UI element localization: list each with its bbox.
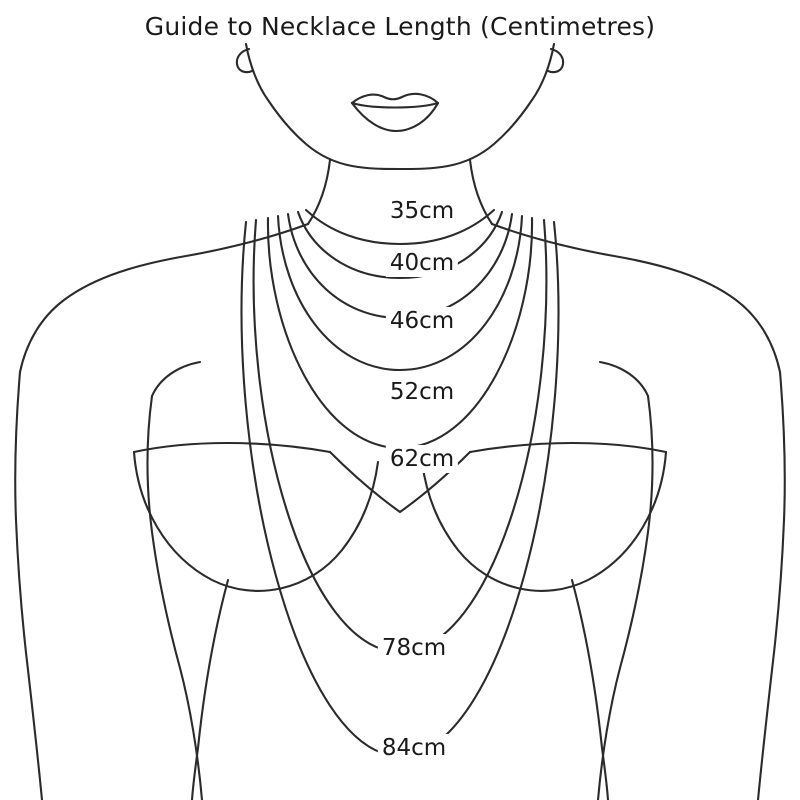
- arm-right-inner: [598, 396, 653, 800]
- necklace-84cm: [242, 222, 559, 756]
- arm-left-outer: [15, 372, 42, 800]
- collar-line-right: [470, 443, 666, 452]
- arm-right-outer: [758, 372, 785, 800]
- collar-line-left: [134, 443, 330, 452]
- torso-right: [572, 580, 608, 800]
- lips-upper: [352, 94, 438, 103]
- length-label: 62cm: [386, 445, 458, 473]
- necklace-52cm: [278, 216, 522, 370]
- shoulder-right: [492, 224, 780, 372]
- arm-left-inner: [148, 396, 203, 800]
- armpit-left: [152, 362, 200, 396]
- shoulder-left: [20, 224, 308, 372]
- length-label: 78cm: [378, 634, 450, 662]
- bust-left: [134, 452, 378, 591]
- length-label: 35cm: [386, 197, 458, 225]
- page-title: Guide to Necklace Length (Centimetres): [144, 12, 656, 41]
- length-label: 40cm: [386, 249, 458, 277]
- length-label: 46cm: [386, 307, 458, 335]
- length-label: 52cm: [386, 378, 458, 406]
- armpit-right: [600, 362, 648, 396]
- lips-center-line: [352, 103, 438, 108]
- length-label: 84cm: [378, 734, 450, 762]
- torso-left: [192, 580, 228, 800]
- necklace-78cm: [254, 220, 547, 652]
- bust-right: [422, 452, 666, 591]
